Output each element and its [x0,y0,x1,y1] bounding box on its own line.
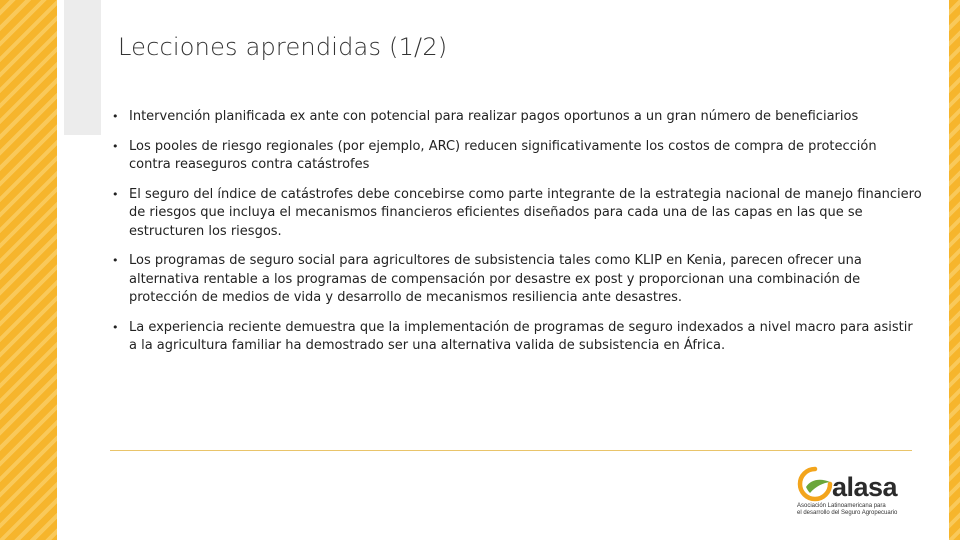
alasa-logo-tagline [797,503,917,517]
bullet-item [110,186,922,242]
bullet-text: Los programas de seguro social para agricultores de subsistencia tales como KLIP en Kenia, parecen ofrecer una alternativa rentable a los programas de compensación por desastre ex post y proporcionan una combinación de protección de medios de vida y desarrollo de mecanismos resiliencia ante desastres. [129,253,862,305]
bullet-dot: • [112,320,119,334]
bullet-dot: • [112,187,119,201]
slide-title: Lecciones aprendidas (1/2) [118,33,448,61]
title-accent-block [64,0,101,135]
bullet-dot: • [112,110,119,123]
alasa-logo-mark-icon [797,466,833,502]
alasa-logo [797,466,917,526]
bullet-text: El seguro del índice de catástrofes debe concebirse como parte integrante de la estrategia nacional de manejo financiero de riesgos que incluya el mecanismos financieros eficientes diseñados para cada una de las capas en las que se estructuren los riesgos. [129,186,922,239]
bullet-item [110,138,922,175]
bullet-dot: • [112,139,119,153]
bullet-item [110,108,922,127]
bullet-text: Intervención planificada ex ante con potencial para realizar pagos oportunos a un gran número de beneficiarios [129,109,859,124]
bullet-text: Los pooles de riesgo regionales (por ejemplo, ARC) reducen significativamente los costos de compra de protección contra reaseguros contra catástrofes [129,138,877,172]
bullet-text: La experiencia reciente demuestra que la implementación de programas de seguro indexados a nivel macro para asistir a la agricultura familiar ha demostrado ser una alternativa valida de subsistencia en África. [129,319,913,353]
bullet-dot: • [112,254,119,267]
alasa-tagline-line1: Asociación Latinoamericana para [797,503,886,509]
footer-divider [110,450,912,451]
bullet-item [110,252,922,308]
alasa-tagline-line2: el desarrollo del Seguro Agropecuario [797,510,898,516]
alasa-logo-wordmark: alasa [832,472,898,502]
left-decorative-stripe [0,0,57,540]
bullet-list [110,108,922,367]
right-decorative-stripe [949,0,960,540]
bullet-item [110,319,922,356]
